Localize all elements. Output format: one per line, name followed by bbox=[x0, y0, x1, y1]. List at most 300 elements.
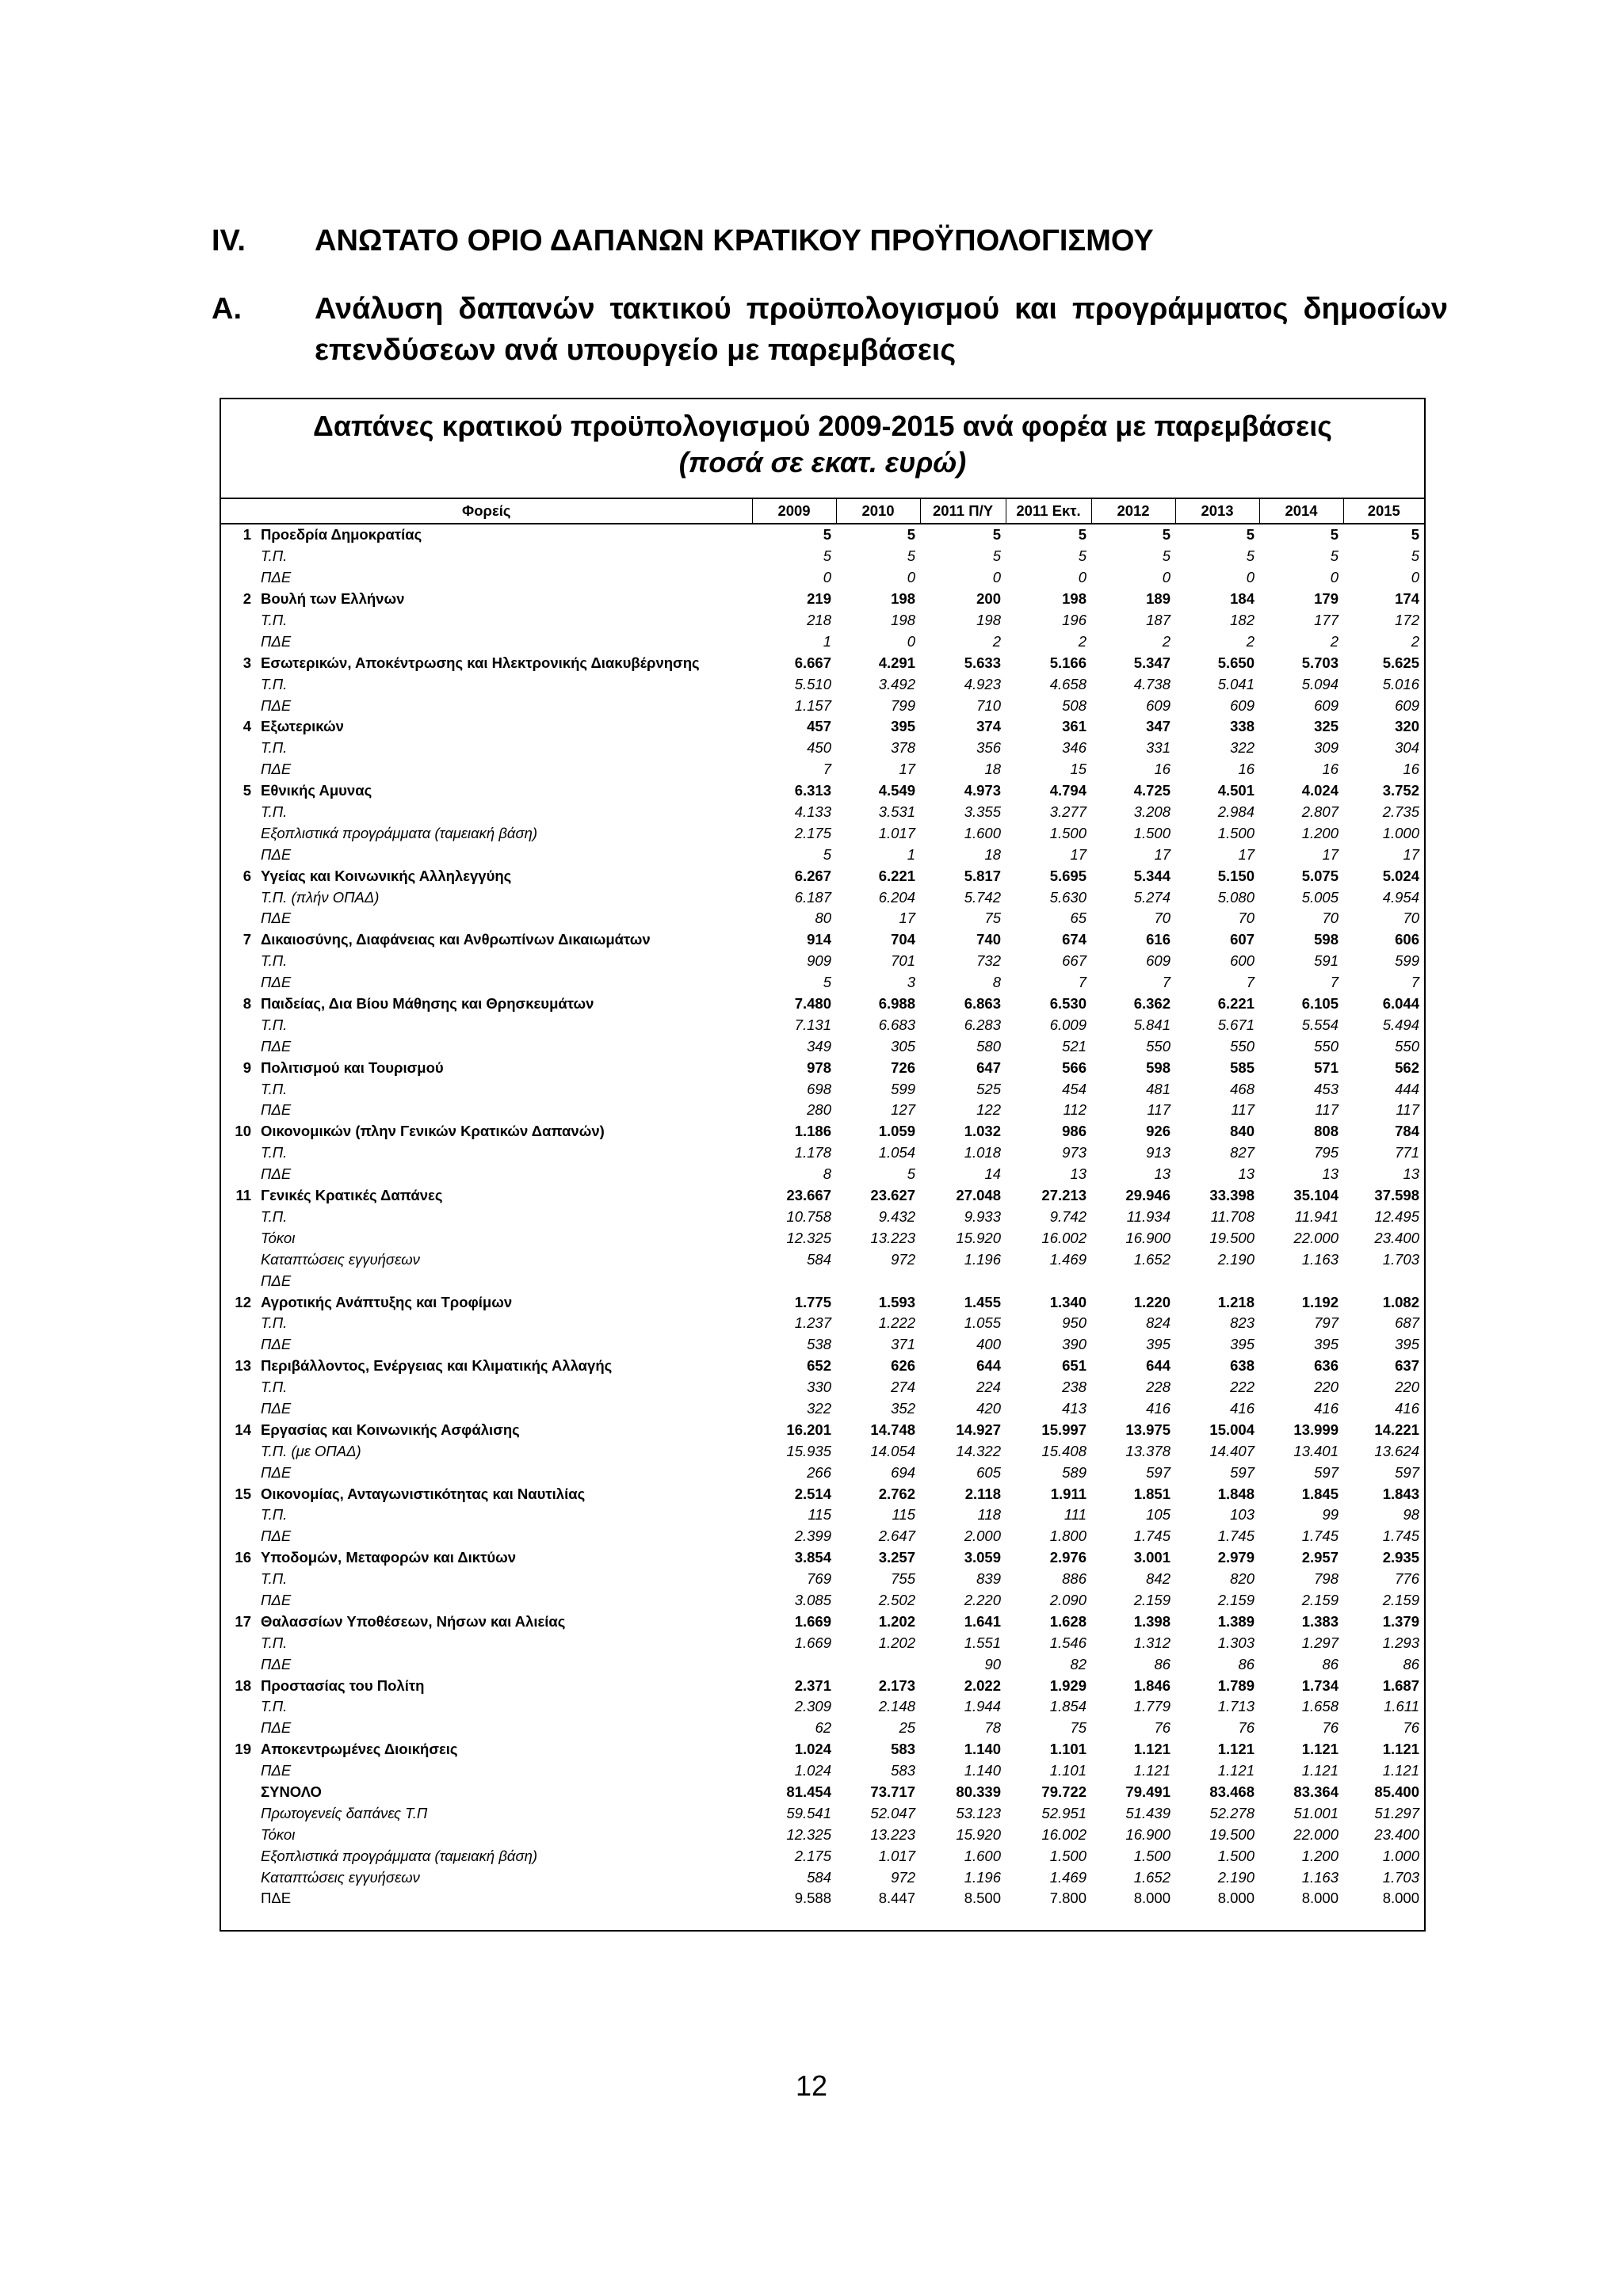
row-number: 2 bbox=[242, 590, 251, 608]
row-label: Τ.Π. bbox=[261, 1379, 288, 1396]
row-value: 11.708 bbox=[1210, 1207, 1255, 1225]
row-number bbox=[221, 1696, 256, 1718]
row-value: 5 bbox=[823, 547, 832, 565]
row-value: 644 bbox=[1146, 1357, 1171, 1375]
row-value: 5 bbox=[1411, 526, 1420, 543]
row-value: 453 bbox=[1314, 1080, 1339, 1097]
row-value: 1.593 bbox=[878, 1293, 916, 1310]
row-number bbox=[221, 1398, 256, 1420]
row-value: 8.000 bbox=[1382, 1890, 1420, 1907]
row-value: 5 bbox=[1162, 526, 1171, 543]
column-header-year: 2015 bbox=[1343, 498, 1424, 524]
row-value: 52.278 bbox=[1209, 1804, 1255, 1821]
row-value: 349 bbox=[807, 1037, 832, 1055]
row-value: 1.500 bbox=[1217, 1847, 1255, 1864]
row-value: 5.347 bbox=[1133, 654, 1171, 671]
row-value: 450 bbox=[807, 739, 832, 757]
page-number: 12 bbox=[795, 2069, 828, 2102]
row-number bbox=[221, 802, 256, 823]
row-value: 14.322 bbox=[956, 1442, 1002, 1459]
row-number bbox=[221, 631, 256, 652]
row-number: 12 bbox=[235, 1293, 251, 1310]
row-value: 584 bbox=[807, 1868, 832, 1886]
row-value: 444 bbox=[1395, 1080, 1420, 1097]
row-label: Τ.Π. (με ΟΠΑΔ) bbox=[261, 1442, 361, 1459]
row-value: 808 bbox=[1314, 1123, 1339, 1140]
row-value: 11.941 bbox=[1294, 1207, 1339, 1225]
row-value: 196 bbox=[1062, 612, 1087, 628]
row-value: 51.001 bbox=[1293, 1804, 1339, 1821]
row-value: 1.929 bbox=[1049, 1676, 1087, 1694]
row-value: 4.291 bbox=[878, 654, 916, 671]
row-value: 1.745 bbox=[1301, 1527, 1339, 1545]
row-value: 637 bbox=[1395, 1357, 1420, 1375]
row-value: 0 bbox=[1411, 569, 1420, 586]
row-number bbox=[221, 1760, 256, 1782]
row-value: 12.325 bbox=[786, 1229, 832, 1246]
row-value: 1.551 bbox=[964, 1634, 1002, 1651]
row-value: 913 bbox=[1146, 1144, 1171, 1161]
row-number: 14 bbox=[235, 1421, 251, 1438]
row-value: 1.101 bbox=[1049, 1762, 1087, 1779]
row-label: ΠΔΕ bbox=[261, 696, 292, 714]
row-number: 8 bbox=[242, 995, 251, 1013]
row-value: 1.469 bbox=[1049, 1868, 1087, 1886]
row-value: 59.541 bbox=[786, 1804, 832, 1821]
row-value: 1.121 bbox=[1382, 1741, 1420, 1758]
row-value: 5.005 bbox=[1301, 888, 1339, 906]
row-value: 521 bbox=[1062, 1037, 1087, 1055]
row-value: 6.863 bbox=[964, 995, 1002, 1013]
row-number bbox=[221, 1718, 256, 1739]
table-row-detail bbox=[221, 673, 1424, 695]
table-row-detail bbox=[221, 1078, 1424, 1100]
row-value: 710 bbox=[976, 696, 1002, 714]
row-value: 17 bbox=[1070, 845, 1087, 863]
row-value: 346 bbox=[1062, 739, 1087, 757]
row-number bbox=[221, 822, 256, 844]
row-number bbox=[221, 1569, 256, 1590]
row-value: 371 bbox=[891, 1336, 916, 1353]
row-value: 1.455 bbox=[964, 1293, 1002, 1310]
row-value: 198 bbox=[1062, 590, 1087, 608]
row-label: Τ.Π. bbox=[261, 547, 288, 565]
column-header-year: 2012 bbox=[1091, 498, 1175, 524]
table-row-detail bbox=[221, 1462, 1424, 1483]
row-value: 1.398 bbox=[1133, 1612, 1171, 1630]
row-label: ΠΔΕ bbox=[261, 569, 292, 586]
row-value: 827 bbox=[1230, 1144, 1255, 1161]
row-value: 6.204 bbox=[878, 888, 916, 906]
row-value: 4.954 bbox=[1382, 888, 1420, 906]
table-row-detail bbox=[221, 1824, 1424, 1845]
row-label: Δικαιοσύνης, Διαφάνειας και Ανθρωπίνων Δικαιωμάτων bbox=[261, 931, 651, 948]
row-value: 1.389 bbox=[1217, 1612, 1255, 1630]
section-number: IV. bbox=[212, 224, 246, 257]
row-value: 322 bbox=[1230, 739, 1255, 757]
row-label: Τ.Π. bbox=[261, 1144, 288, 1161]
row-value: 1.611 bbox=[1384, 1698, 1420, 1715]
table-row-ministry bbox=[221, 1291, 1424, 1313]
row-value: 27.213 bbox=[1041, 1187, 1087, 1204]
row-value: 90 bbox=[984, 1655, 1002, 1672]
row-value: 2.514 bbox=[794, 1485, 832, 1502]
row-value: 6.530 bbox=[1049, 995, 1087, 1013]
table-row-detail bbox=[221, 1207, 1424, 1228]
row-number bbox=[221, 1164, 256, 1185]
table-title: Δαπάνες κρατικού προϋπολογισμού 2009-2015 ανά φορέα με παρεμβάσεις bbox=[313, 410, 1332, 442]
row-value: 361 bbox=[1062, 718, 1087, 735]
row-value: 13.624 bbox=[1374, 1442, 1420, 1459]
row-number: 1 bbox=[242, 526, 251, 543]
row-label: ΠΔΕ bbox=[261, 1399, 292, 1417]
row-value: 416 bbox=[1395, 1399, 1420, 1417]
row-value: 51.439 bbox=[1125, 1804, 1171, 1821]
row-value: 1.140 bbox=[964, 1741, 1002, 1758]
row-label: ΠΔΕ bbox=[261, 1719, 292, 1737]
row-value: 0 bbox=[823, 569, 832, 586]
row-value: 395 bbox=[1395, 1336, 1420, 1353]
row-value: 1.140 bbox=[964, 1762, 1002, 1779]
row-value: 86 bbox=[1238, 1655, 1255, 1672]
row-value: 580 bbox=[976, 1037, 1002, 1055]
row-value: 9.432 bbox=[878, 1207, 916, 1225]
row-value: 2.159 bbox=[1133, 1591, 1171, 1608]
row-value: 7 bbox=[1078, 974, 1087, 991]
row-value: 62 bbox=[815, 1719, 832, 1737]
table-row-detail bbox=[221, 695, 1424, 716]
row-value: 1.163 bbox=[1301, 1250, 1339, 1268]
row-value: 1.500 bbox=[1049, 1847, 1087, 1864]
row-value: 184 bbox=[1230, 590, 1255, 608]
row-value: 9.588 bbox=[794, 1890, 832, 1907]
row-value: 5.650 bbox=[1217, 654, 1255, 671]
row-value: 6.313 bbox=[794, 782, 832, 799]
row-value: 14.221 bbox=[1374, 1421, 1420, 1438]
row-value: 117 bbox=[1231, 1101, 1255, 1119]
row-value: 347 bbox=[1146, 718, 1171, 735]
row-value: 1.800 bbox=[1049, 1527, 1087, 1545]
row-value: 3.752 bbox=[1382, 782, 1420, 799]
row-label: Πρωτογενείς δαπάνες Τ.Π bbox=[261, 1804, 428, 1821]
column-header-year: 2013 bbox=[1175, 498, 1259, 524]
row-value: 81.454 bbox=[786, 1783, 832, 1800]
row-value: 4.658 bbox=[1049, 675, 1087, 692]
row-label: ΠΔΕ bbox=[261, 1165, 292, 1183]
row-value: 583 bbox=[891, 1762, 916, 1779]
row-value: 740 bbox=[976, 931, 1002, 948]
row-value: 52.951 bbox=[1041, 1804, 1087, 1821]
row-value: 16.002 bbox=[1041, 1229, 1087, 1246]
row-value: 1.469 bbox=[1049, 1250, 1087, 1268]
row-value: 2 bbox=[1246, 632, 1255, 650]
row-value: 914 bbox=[807, 931, 832, 948]
row-value: 6.221 bbox=[1217, 995, 1255, 1013]
row-number bbox=[221, 1782, 256, 1803]
row-value: 220 bbox=[1395, 1379, 1420, 1396]
row-value: 5 bbox=[907, 1165, 916, 1183]
table-row-detail bbox=[221, 1718, 1424, 1739]
row-label: ΠΔΕ bbox=[261, 974, 292, 991]
row-value: 609 bbox=[1146, 952, 1171, 970]
row-value: 14.748 bbox=[870, 1421, 916, 1438]
row-value: 769 bbox=[807, 1570, 832, 1588]
row-number bbox=[221, 1078, 256, 1100]
row-value: 6.044 bbox=[1382, 995, 1420, 1013]
column-header-year: 2010 bbox=[836, 498, 920, 524]
row-value: 1.843 bbox=[1382, 1485, 1420, 1502]
row-value: 1.055 bbox=[964, 1314, 1002, 1332]
row-label: Τ.Π. bbox=[261, 675, 288, 692]
table-row-ministry bbox=[221, 716, 1424, 738]
row-value: 5.633 bbox=[964, 654, 1002, 671]
row-value: 16.900 bbox=[1125, 1825, 1171, 1843]
row-value: 304 bbox=[1395, 739, 1420, 757]
row-value: 13.401 bbox=[1293, 1442, 1339, 1459]
row-value: 2.190 bbox=[1217, 1868, 1255, 1886]
row-value: 4.501 bbox=[1217, 782, 1255, 799]
row-value: 8 bbox=[823, 1165, 832, 1183]
row-value: 1.745 bbox=[1382, 1527, 1420, 1545]
row-value: 220 bbox=[1314, 1379, 1339, 1396]
row-value: 85.400 bbox=[1374, 1783, 1420, 1800]
table-row-detail bbox=[221, 1888, 1424, 1909]
row-value: 0 bbox=[1162, 569, 1171, 586]
row-value: 583 bbox=[891, 1741, 916, 1758]
row-value: 115 bbox=[808, 1506, 832, 1524]
row-value: 7.800 bbox=[1049, 1890, 1087, 1907]
table-row-detail bbox=[221, 908, 1424, 929]
table-row-detail bbox=[221, 546, 1424, 567]
row-value: 538 bbox=[807, 1336, 832, 1353]
row-value: 1.312 bbox=[1133, 1634, 1171, 1651]
row-value bbox=[752, 1270, 836, 1291]
row-value: 1.032 bbox=[964, 1123, 1002, 1140]
row-number bbox=[221, 1653, 256, 1675]
row-value: 127 bbox=[891, 1101, 916, 1119]
row-value: 15.935 bbox=[786, 1442, 832, 1459]
row-value: 0 bbox=[1330, 569, 1339, 586]
row-number bbox=[221, 1249, 256, 1270]
row-value: 1.911 bbox=[1050, 1485, 1087, 1502]
row-label: ΠΔΕ bbox=[261, 845, 292, 863]
row-value: 325 bbox=[1314, 718, 1339, 735]
row-value: 2.000 bbox=[964, 1527, 1002, 1545]
row-value: 76 bbox=[1238, 1719, 1255, 1737]
row-number: 18 bbox=[235, 1676, 251, 1694]
row-value: 14 bbox=[984, 1165, 1002, 1183]
row-number bbox=[221, 1440, 256, 1462]
row-value: 1.054 bbox=[878, 1144, 916, 1161]
row-label: ΠΔΕ bbox=[261, 1272, 292, 1289]
row-value: 1.121 bbox=[1133, 1741, 1171, 1758]
row-value: 599 bbox=[1395, 952, 1420, 970]
row-value: 182 bbox=[1230, 612, 1255, 628]
row-number bbox=[221, 738, 256, 759]
row-value: 1.500 bbox=[1217, 824, 1255, 841]
table-row-detail bbox=[221, 802, 1424, 823]
row-value: 1.163 bbox=[1301, 1868, 1339, 1886]
row-value: 4.794 bbox=[1049, 782, 1087, 799]
row-number bbox=[221, 1505, 256, 1526]
row-number bbox=[221, 1845, 256, 1867]
row-value bbox=[1175, 1270, 1259, 1291]
row-value: 5 bbox=[823, 845, 832, 863]
row-value: 795 bbox=[1314, 1144, 1339, 1161]
row-value: 1.652 bbox=[1133, 1868, 1171, 1886]
table-row-detail bbox=[221, 1100, 1424, 1121]
row-label: Τ.Π. bbox=[261, 1080, 288, 1097]
row-value: 3 bbox=[907, 974, 916, 991]
row-number: 9 bbox=[242, 1058, 251, 1076]
table-row-detail bbox=[221, 1142, 1424, 1164]
table-row-detail bbox=[221, 567, 1424, 589]
row-value: 16.900 bbox=[1125, 1229, 1171, 1246]
row-value: 395 bbox=[1314, 1336, 1339, 1353]
row-value: 2 bbox=[1411, 632, 1420, 650]
table-row-ministry bbox=[221, 1739, 1424, 1760]
table-row-detail bbox=[221, 1270, 1424, 1291]
row-value: 76 bbox=[1403, 1719, 1420, 1737]
row-value: 7 bbox=[1330, 974, 1339, 991]
row-number: 15 bbox=[235, 1485, 251, 1502]
row-value: 6.221 bbox=[878, 867, 916, 884]
row-value: 823 bbox=[1230, 1314, 1255, 1332]
row-number bbox=[221, 1632, 256, 1653]
row-value: 2.175 bbox=[794, 1847, 832, 1864]
row-value: 2.935 bbox=[1382, 1549, 1420, 1566]
row-value: 4.024 bbox=[1301, 782, 1339, 799]
row-value: 7.131 bbox=[794, 1016, 832, 1033]
row-value: 776 bbox=[1395, 1570, 1420, 1588]
row-value bbox=[920, 1270, 1006, 1291]
row-value: 2.984 bbox=[1217, 803, 1255, 821]
row-value: 2.159 bbox=[1301, 1591, 1339, 1608]
row-value: 305 bbox=[891, 1037, 916, 1055]
row-value: 7 bbox=[1411, 974, 1420, 991]
row-value: 1.745 bbox=[1133, 1527, 1171, 1545]
row-value: 1.196 bbox=[964, 1868, 1002, 1886]
row-value: 9.933 bbox=[964, 1207, 1002, 1225]
row-value: 4.738 bbox=[1133, 675, 1171, 692]
row-label: ΠΔΕ bbox=[261, 1101, 292, 1119]
row-value: 508 bbox=[1062, 696, 1087, 714]
row-value: 395 bbox=[891, 718, 916, 735]
row-value: 13.378 bbox=[1125, 1442, 1171, 1459]
row-value: 638 bbox=[1230, 1357, 1255, 1375]
row-number bbox=[221, 1227, 256, 1249]
row-value: 2 bbox=[1162, 632, 1171, 650]
row-value: 600 bbox=[1230, 952, 1255, 970]
row-value: 571 bbox=[1314, 1058, 1339, 1076]
row-value: 7 bbox=[823, 761, 832, 778]
row-value: 1.082 bbox=[1382, 1293, 1420, 1310]
row-value: 13 bbox=[1322, 1165, 1339, 1183]
row-value: 1.703 bbox=[1382, 1868, 1420, 1886]
row-value: 2.173 bbox=[878, 1676, 916, 1694]
row-value: 1.237 bbox=[794, 1314, 832, 1332]
row-value: 652 bbox=[807, 1357, 832, 1375]
row-value: 626 bbox=[891, 1357, 916, 1375]
row-label: Προστασίας του Πολίτη bbox=[261, 1676, 425, 1694]
row-value: 420 bbox=[976, 1399, 1002, 1417]
row-value: 820 bbox=[1230, 1570, 1255, 1588]
row-label: ΠΔΕ bbox=[261, 632, 292, 650]
column-header-year: 2009 bbox=[752, 498, 836, 524]
row-value: 771 bbox=[1395, 1144, 1420, 1161]
row-value: 23.667 bbox=[786, 1187, 832, 1204]
row-value: 80 bbox=[815, 910, 832, 927]
row-value: 1.854 bbox=[1049, 1698, 1087, 1715]
row-value: 8.000 bbox=[1301, 1890, 1339, 1907]
row-value: 11.934 bbox=[1126, 1207, 1171, 1225]
row-number: 16 bbox=[235, 1549, 251, 1566]
row-number bbox=[221, 972, 256, 994]
row-value: 187 bbox=[1146, 612, 1171, 628]
row-value: 1.017 bbox=[878, 1847, 916, 1864]
row-value: 1.779 bbox=[1133, 1698, 1171, 1715]
row-value: 13 bbox=[1154, 1165, 1171, 1183]
table-header-row bbox=[221, 498, 1424, 524]
row-value: 3.854 bbox=[794, 1549, 832, 1566]
row-value: 82 bbox=[1070, 1655, 1087, 1672]
row-value: 18 bbox=[984, 761, 1002, 778]
row-value: 320 bbox=[1395, 718, 1420, 735]
row-label: Αποκεντρωμένες Διοικήσεις bbox=[261, 1741, 458, 1758]
row-value: 75 bbox=[1070, 1719, 1087, 1737]
row-value: 1.383 bbox=[1301, 1612, 1339, 1630]
row-value: 5.625 bbox=[1382, 654, 1420, 671]
row-label: Τ.Π. bbox=[261, 612, 288, 628]
row-value: 5.024 bbox=[1382, 867, 1420, 884]
row-value: 550 bbox=[1314, 1037, 1339, 1055]
row-value: 118 bbox=[977, 1506, 1002, 1524]
row-number bbox=[221, 1014, 256, 1035]
table-row-detail bbox=[221, 1227, 1424, 1249]
row-value: 17 bbox=[1322, 845, 1339, 863]
row-value: 1.121 bbox=[1217, 1762, 1255, 1779]
row-value: 390 bbox=[1062, 1336, 1087, 1353]
row-number bbox=[221, 610, 256, 631]
row-value: 584 bbox=[807, 1250, 832, 1268]
row-value: 5 bbox=[1330, 547, 1339, 565]
table-row-ministry bbox=[221, 1611, 1424, 1632]
row-value: 0 bbox=[907, 569, 916, 586]
row-value: 6.683 bbox=[878, 1016, 916, 1033]
row-value: 7 bbox=[1246, 974, 1255, 991]
row-value: 5.817 bbox=[964, 867, 1002, 884]
row-value: 79.491 bbox=[1125, 1783, 1171, 1800]
row-value: 1.121 bbox=[1301, 1741, 1339, 1758]
row-value: 228 bbox=[1146, 1379, 1171, 1396]
row-value: 53.123 bbox=[956, 1804, 1002, 1821]
row-value bbox=[1259, 1270, 1343, 1291]
row-value: 16 bbox=[1238, 761, 1255, 778]
row-value: 413 bbox=[1062, 1399, 1087, 1417]
row-value: 73.717 bbox=[870, 1783, 916, 1800]
row-value: 238 bbox=[1062, 1379, 1087, 1396]
row-value: 117 bbox=[1147, 1101, 1171, 1119]
row-value: 585 bbox=[1230, 1058, 1255, 1076]
row-value: 78 bbox=[984, 1719, 1002, 1737]
table-row-ministry bbox=[221, 1121, 1424, 1142]
table-row-detail bbox=[221, 1632, 1424, 1653]
row-label: Τ.Π. bbox=[261, 1634, 288, 1651]
row-value: 222 bbox=[1230, 1379, 1255, 1396]
table-row-detail bbox=[221, 1035, 1424, 1057]
row-label: ΠΔΕ bbox=[261, 1037, 292, 1055]
row-value: 972 bbox=[891, 1868, 916, 1886]
